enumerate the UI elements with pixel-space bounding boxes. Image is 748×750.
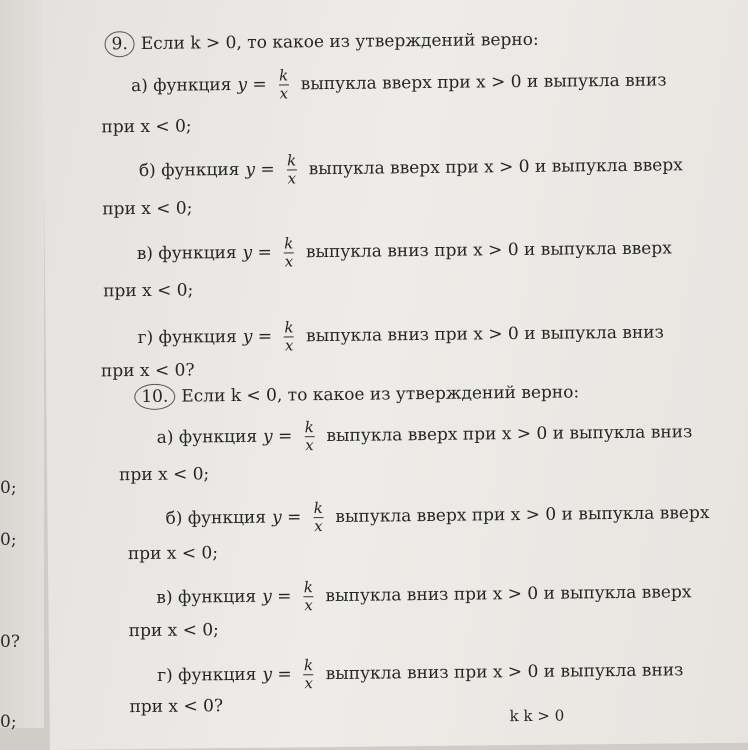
fragment: 0; <box>0 478 17 498</box>
option-line <box>139 148 683 188</box>
denominator: x <box>279 83 289 103</box>
q10-header <box>134 379 579 410</box>
previous-page-edge <box>0 0 44 732</box>
option-label: г) функция <box>137 326 237 349</box>
numerator: k <box>284 234 294 253</box>
option-continuation: при x < 0; <box>128 620 219 642</box>
option-label: г) функция <box>157 664 257 686</box>
fraction <box>279 67 289 101</box>
numerator: k <box>284 318 294 337</box>
option-label: б) функция <box>165 507 267 529</box>
option-text: выпукла вниз при x > 0 и выпукла вверх <box>305 238 672 263</box>
question-number: 10. <box>134 384 175 410</box>
fraction <box>284 235 294 269</box>
option-line <box>137 316 664 356</box>
denominator: x <box>287 168 297 187</box>
fragment: 0; <box>0 530 17 550</box>
option-line <box>157 653 684 693</box>
bottom-fragment: k k > 0 <box>509 706 565 726</box>
question-number: 9. <box>104 31 135 57</box>
option-continuation: при x < 0; <box>103 280 194 302</box>
fraction <box>303 657 313 691</box>
option-text: выпукла вверх при x > 0 и выпукла вниз <box>326 422 693 447</box>
option-text: выпукла вниз при x > 0 и выпукла вниз <box>325 660 684 685</box>
numerator: k <box>278 66 289 85</box>
fraction <box>304 419 314 453</box>
option-continuation: при x < 0; <box>101 116 192 138</box>
formula-lhs: y = <box>242 242 272 263</box>
q9-header <box>104 27 538 58</box>
fraction <box>284 319 294 353</box>
option-text: выпукла вверх при x > 0 и выпукла вниз <box>300 70 667 95</box>
option-label: в) функция <box>136 242 237 265</box>
textbook-page <box>42 0 748 750</box>
option-text: выпукла вверх при x > 0 и выпукла вверх <box>335 503 710 527</box>
option-line <box>131 63 667 103</box>
numerator: k <box>303 656 314 675</box>
question-title: Если k < 0, то какое из утверждений верно: <box>181 382 580 407</box>
denominator: x <box>314 516 323 535</box>
option-text: выпукла вниз при x > 0 и выпукла вниз <box>306 322 664 347</box>
numerator: k <box>313 499 323 518</box>
formula-lhs: y = <box>263 426 293 447</box>
fragment: 0; <box>0 712 17 732</box>
formula-lhs: y = <box>237 74 267 95</box>
option-label: а) функция <box>156 426 258 448</box>
numerator: k <box>303 578 314 597</box>
question-title: Если k > 0, то какое из утверждений верно: <box>140 29 539 54</box>
denominator: x <box>305 435 314 454</box>
option-label: а) функция <box>130 75 232 97</box>
option-continuation: при x < 0; <box>102 198 193 220</box>
option-continuation: при x < 0? <box>129 696 224 718</box>
formula-lhs: y = <box>245 159 275 180</box>
option-text: выпукла вниз при x > 0 и выпукла вверх <box>325 582 692 607</box>
option-line <box>165 496 709 536</box>
formula-lhs: y = <box>262 664 292 685</box>
fraction <box>303 579 313 613</box>
option-label: в) функция <box>156 586 257 608</box>
option-text: выпукла вверх при x > 0 и выпукла вверх <box>308 155 683 180</box>
option-line <box>156 575 691 615</box>
formula-lhs: y = <box>271 507 302 528</box>
option-continuation: при x < 0; <box>127 543 219 565</box>
option-continuation: при x < 0; <box>118 464 210 486</box>
formula-lhs: y = <box>242 326 273 347</box>
fragment: 0? <box>0 632 20 652</box>
fraction <box>313 500 323 534</box>
denominator: x <box>304 673 314 692</box>
numerator: k <box>286 151 297 170</box>
option-line <box>137 231 672 271</box>
option-label: б) функция <box>138 159 240 181</box>
fraction <box>287 152 297 186</box>
denominator: x <box>284 251 294 270</box>
numerator: k <box>304 418 314 437</box>
denominator: x <box>284 335 294 354</box>
formula-lhs: y = <box>262 586 292 607</box>
option-continuation: при x < 0? <box>100 360 195 382</box>
denominator: x <box>304 595 313 614</box>
option-line <box>157 415 693 455</box>
